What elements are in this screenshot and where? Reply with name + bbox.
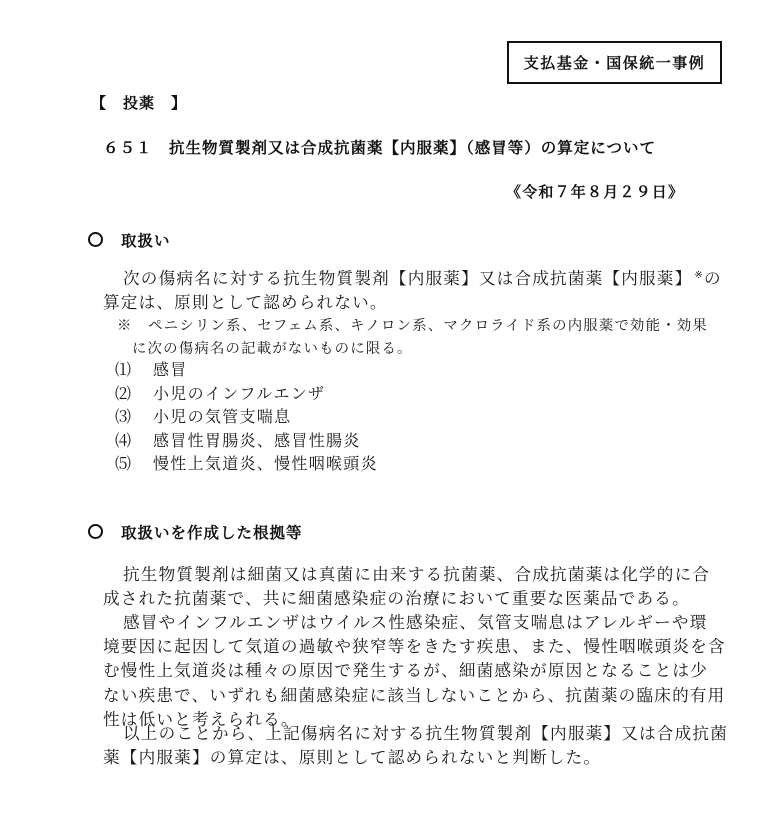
section-heading-rationale [88,521,303,543]
paragraph-line: 算定は、原則として認められない。 [103,293,388,313]
label-box [507,41,722,84]
section-heading-handling [88,229,171,251]
paragraph-line: 薬【内服薬】の算定は、原則として認められないと判断した。 [103,748,602,768]
category-heading: 【 投薬 】 [91,94,188,112]
list-item: ⑴ 感冒 [115,360,188,379]
paragraph-line: 次の傷病名に対する抗生物質製剤【内服薬】又は合成抗菌薬【内服薬】 ※の [123,269,722,288]
paragraph-line: 抗生物質製剤は細菌又は真菌に由来する抗菌薬、合成抗菌薬は化学的に合 [123,565,711,584]
list-item: ⑵ 小児のインフルエンザ [115,383,326,403]
footnote-line: ※ ペニシリン系、セフェム系、キノロン系、マクロライド系の内服薬で効能・効果 [117,318,709,334]
paragraph-line: ない疾患で、いずれも細菌感染症に該当しないことから、抗菌薬の臨床的有用 [103,685,726,705]
section2-paragraph-2 [103,611,726,732]
disease-list [115,358,378,476]
label-box-text: 支払基金・国保統一事例 [523,54,706,72]
section-heading-text: 取扱いを作成した根拠等 [121,524,303,542]
page-title: ６５１ 抗生物質製剤又は合成抗菌薬【内服薬】（感冒等）の算定について [103,139,656,157]
section2-paragraph-1 [103,563,711,611]
footnote [117,315,709,361]
list-item: ⑷ 感冒性胃腸炎、感冒性腸炎 [115,430,361,450]
paragraph-line: 性は低いと考えられる。 [103,709,299,729]
date: 《令和７年８月２９日》 [506,183,685,201]
footnote-mark: ※ [694,270,704,281]
list-item: ⑸ 慢性上気道炎、慢性咽喉頭炎 [115,454,378,474]
circle-bullet-icon [88,232,103,247]
paragraph-line: 感冒やインフルエンザはウイルス性感染症、気管支喘息はアレルギーや環 [123,613,708,632]
paragraph-line: 境要因に起因して気道の過敏や狭窄等をきたす疾患、また、慢性咽喉頭炎を含 [103,637,726,657]
list-item: ⑶ 小児の気管支喘息 [115,407,292,427]
section-heading-text: 取扱い [121,232,171,250]
section2-paragraph-3 [103,722,728,770]
paragraph-line: 成された抗菌薬で、共に細菌感染症の治療において重要な医薬品である。 [103,589,690,609]
section1-paragraph [103,264,722,315]
paragraph-line: 以上のことから、上記傷病名に対する抗生物質製剤【内服薬】又は合成抗菌 [123,724,728,743]
circle-bullet-icon [88,524,103,539]
footnote-line: に次の傷病名の記載がないものに限る。 [132,341,413,357]
paragraph-line: む慢性上気道炎は種々の原因で発生するが、細菌感染が原因となることは少 [103,661,708,681]
